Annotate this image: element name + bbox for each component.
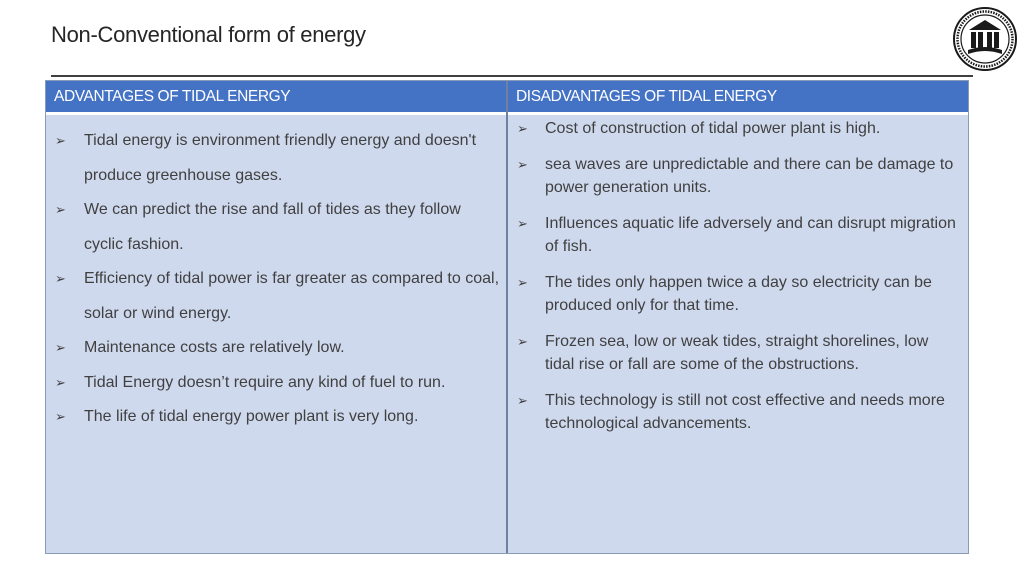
- arrow-bullet-icon: ➢: [55, 133, 66, 148]
- disadvantages-list: [508, 115, 968, 436]
- list-item: [46, 193, 506, 262]
- list-item-text: Cost of construction of tidal power plant is high.: [545, 120, 881, 137]
- list-item: [508, 212, 968, 259]
- arrow-bullet-icon: ➢: [517, 333, 528, 349]
- list-item: [46, 331, 506, 366]
- list-item-text: Frozen sea, low or weak tides, straight shorelines, low tidal rise or fall are some of the obstructions.: [545, 332, 929, 373]
- list-item-text: Tidal Energy doesn’t require any kind of fuel to run.: [84, 373, 446, 391]
- arrow-bullet-icon: ➢: [517, 392, 528, 408]
- list-item-text: We can predict the rise and fall of tides as they follow cyclic fashion.: [84, 201, 461, 253]
- list-item: [46, 366, 506, 401]
- arrow-bullet-icon: ➢: [55, 202, 66, 217]
- arrow-bullet-icon: ➢: [55, 271, 66, 286]
- list-item: [46, 400, 506, 435]
- list-item-text: Efficiency of tidal power is far greater as compared to coal, solar or wind energy.: [84, 270, 500, 322]
- list-item: [508, 271, 968, 318]
- list-item-text: Influences aquatic life adversely and can disrupt migration of fish.: [545, 214, 956, 255]
- page-title: Non-Conventional form of energy: [51, 22, 366, 47]
- arrow-bullet-icon: ➢: [517, 156, 528, 172]
- arrow-bullet-icon: ➢: [55, 374, 66, 390]
- arrow-bullet-icon: ➢: [517, 215, 528, 231]
- list-item: [508, 153, 968, 200]
- list-item: [508, 117, 968, 141]
- list-item: [46, 262, 506, 331]
- disadvantages-cell: [508, 115, 968, 553]
- advantages-cell: [46, 115, 506, 553]
- disadvantages-column: [508, 81, 968, 553]
- list-item-text: Maintenance costs are relatively low.: [84, 339, 345, 356]
- arrow-bullet-icon: ➢: [55, 340, 66, 355]
- list-item-text: Tidal energy is environment friendly energy and doesn't produce greenhouse gases.: [84, 132, 477, 184]
- comparison-table: [45, 80, 969, 554]
- arrow-bullet-icon: ➢: [517, 274, 528, 290]
- advantages-header: ADVANTAGES OF TIDAL ENERGY: [46, 81, 506, 115]
- list-item-text: The life of tidal energy power plant is very long.: [84, 408, 419, 425]
- list-item: [508, 389, 968, 436]
- disadvantages-header: DISADVANTAGES OF TIDAL ENERGY: [508, 81, 968, 115]
- list-item-text: The tides only happen twice a day so electricity can be produced only for that time.: [545, 273, 932, 314]
- advantages-column: [46, 81, 508, 553]
- list-item-text: This technology is still not cost effective and needs more technological advancements.: [545, 391, 945, 432]
- advantages-list: [46, 115, 506, 435]
- title-underline: [51, 75, 973, 77]
- list-item: [508, 330, 968, 377]
- institution-seal-logo: [952, 6, 1018, 72]
- list-item-text: sea waves are unpredictable and there can be damage to power generation units.: [545, 155, 954, 196]
- arrow-bullet-icon: ➢: [517, 121, 528, 136]
- arrow-bullet-icon: ➢: [55, 409, 66, 424]
- list-item: [46, 124, 506, 193]
